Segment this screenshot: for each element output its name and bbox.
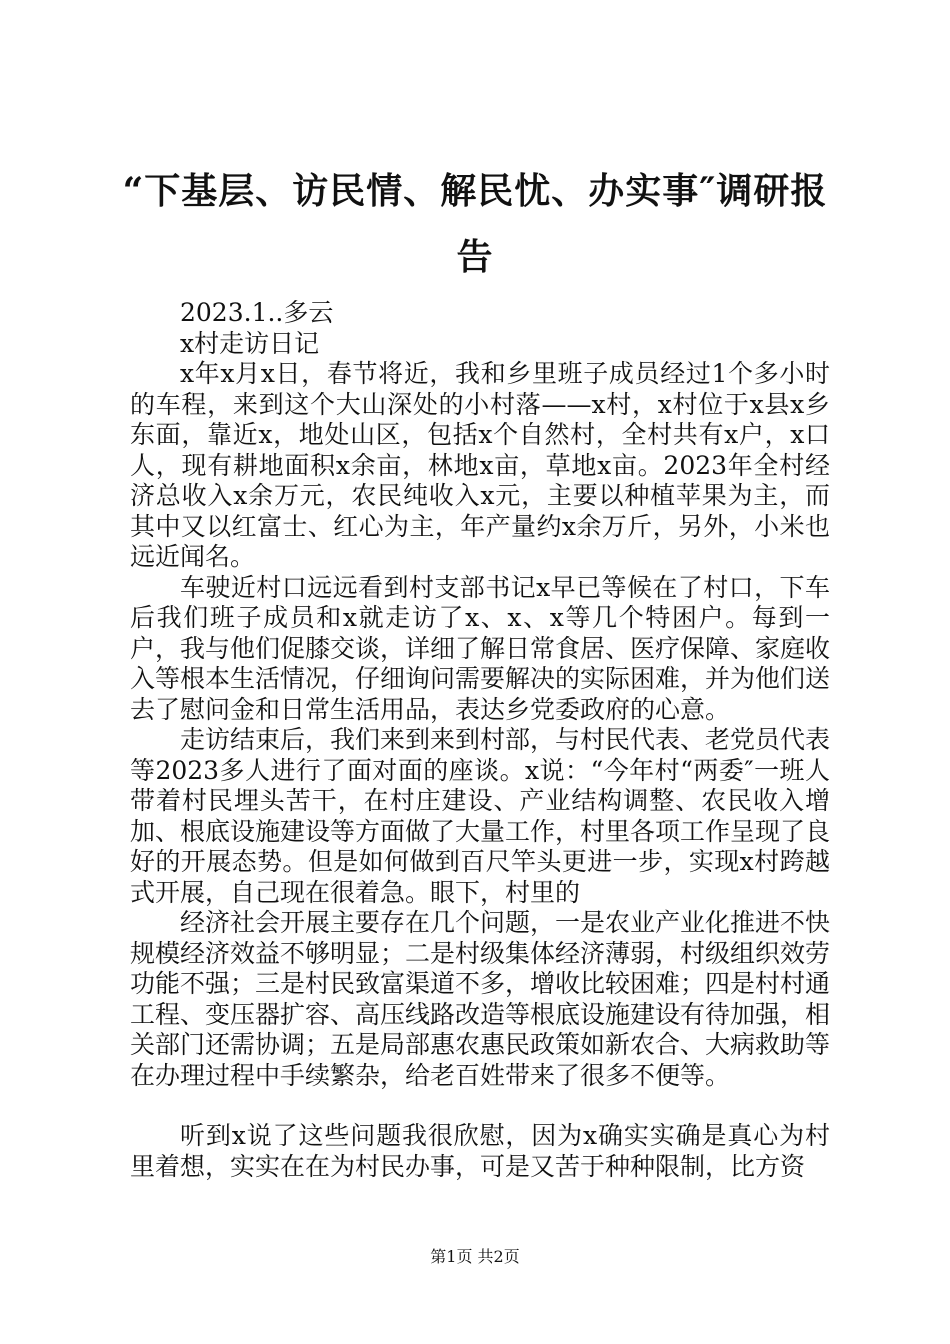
document-title: “下基层、访民情、解民忧、办实事″调研报告 — [122, 170, 828, 278]
date-weather-line: 2023.1..多云 — [180, 298, 334, 327]
paragraph-5: 听到x说了这些问题我很欣慰，因为x确实实确是真心为村里着想，实实在在为村民办事，可是又苦于种种限制，比方资 — [130, 1121, 830, 1181]
page-number-footer: 第1页 共2页 — [430, 1247, 520, 1266]
paragraph-1: x年x月x日，春节将近，我和乡里班子成员经过1个多小时的车程，来到这个大山深处的小村落——x村，x村位于x县x乡东面，靠近x，地处山区，包括x个自然村，全村共有x户，x口人，现有耕地面积x余亩，林地x亩，草地x亩。2023年全村经济总收入x余万元，农民纯收入x元，主要以种植苹果为主，而其中又以红富士、红心为主，年产量约x余万斤，另外，小米也远近闻名。 — [130, 359, 830, 571]
paragraph-2: 车驶近村口远远看到村支部书记x早已等候在了村口，下车后我们班子成员和x就走访了x、x、x等几个特困户。每到一户，我与他们促膝交谈，详细了解日常食居、医疗保障、家庭收入等根本生活情况，仔细询问需要解决的实际困难，并为他们送去了慰问金和日常生活用品，表达乡党委政府的心意。 — [130, 572, 831, 724]
paragraph-4: 经济社会开展主要存在几个问题，一是农业产业化推进不快规模经济效益不够明显；二是村级集体经济薄弱，村级组织效劳功能不强；三是村民致富渠道不多，增收比较困难；四是村村通工程、变压器扩容、高压线路改造等根底设施建设有待加强，相关部门还需协调；五是局部惠农惠民政策如新农合、大病救助等在办理过程中手续繁杂，给老百姓带来了很多不便等。 — [130, 908, 831, 1090]
paragraph-3: 走访结束后，我们来到来到村部，与村民代表、老党员代表等2023多人进行了面对面的座谈。x说：“今年村“两委″一班人带着村民埋头苦干，在村庄建设、产业结构调整、农民收入增加、根底设施建设等方面做了大量工作，村里各项工作呈现了良好的开展态势。但是如何做到百尺竿头更进一步，实现x村跨越式开展，自己现在很着急。眼下，村里的 — [130, 725, 831, 907]
document-subtitle: x村走访日记 — [180, 328, 320, 358]
document-body — [130, 298, 830, 1182]
